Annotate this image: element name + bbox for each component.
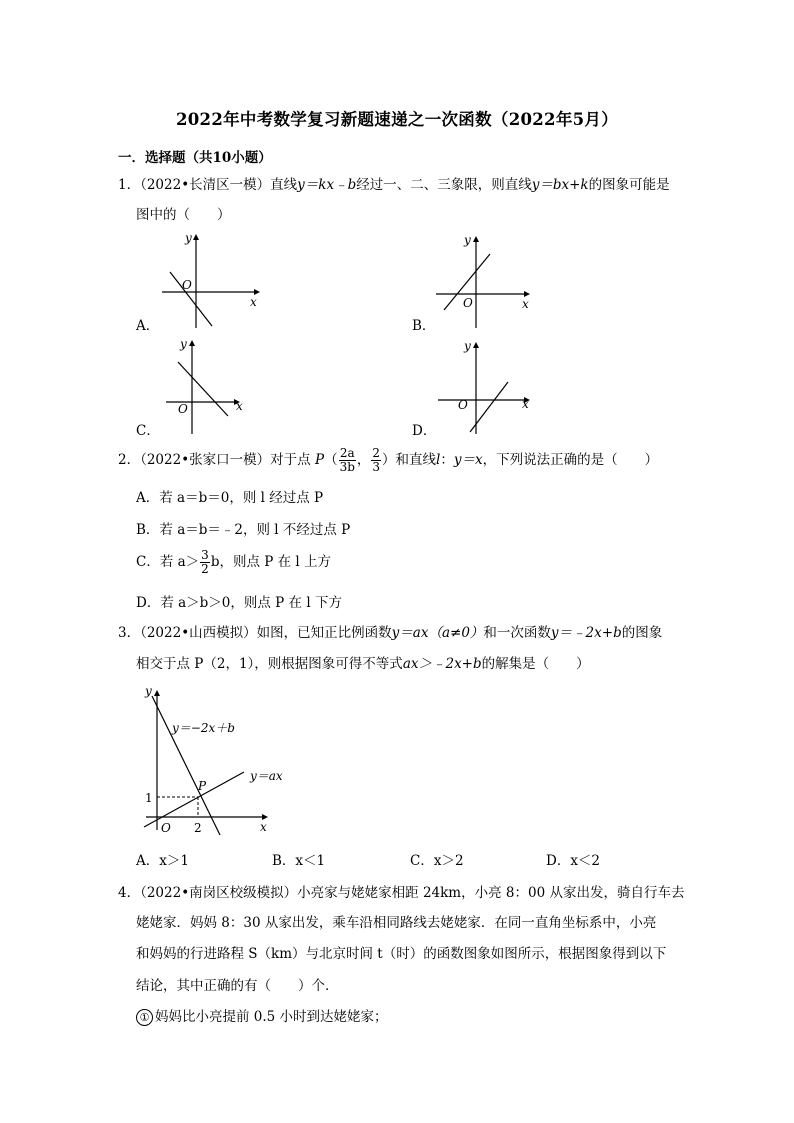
q1-eq1: y＝kx﹣b <box>297 177 357 193</box>
q1b-y-arrow <box>473 236 479 242</box>
q1-option-d[interactable]: D． <box>412 423 437 439</box>
q2-option-c-post: b，则点 P 在 l 上方 <box>210 554 332 570</box>
q2-frac1 <box>339 447 356 474</box>
q3-option-b[interactable]: B．x＜1 <box>272 853 326 869</box>
section-heading: 一．选择题（共10小题） <box>118 150 272 166</box>
q3-inequality: ax＞﹣2x+b <box>402 656 482 672</box>
q2-option-a[interactable]: A．若 a＝b＝0，则 l 经过点 P <box>136 490 324 506</box>
q2-option-c-den: 2 <box>201 562 209 576</box>
q2-text-b: 和直线 <box>395 452 437 468</box>
q1c-x-label: x <box>236 399 243 413</box>
q2-option-c[interactable] <box>136 549 331 576</box>
q3-label-shallow: y＝ax <box>250 769 283 783</box>
q3-text-c: 的图象 <box>621 625 663 641</box>
q2-option-b[interactable]: B．若 a＝b＝﹣2，则 l 不经过点 P <box>136 522 351 538</box>
q1c-y-label: y <box>180 337 187 351</box>
q2-option-c-pre: C．若 a＞ <box>136 554 200 570</box>
q2-frac2 <box>371 447 381 474</box>
page-title: 2022年中考数学复习新题速递之一次函数（2022年5月） <box>175 110 619 129</box>
q1d-y-label: y <box>464 339 471 353</box>
q1-stem-line2: 图中的（ ） <box>136 207 231 223</box>
q1a-origin: O <box>182 278 192 292</box>
q3-label-1: 1 <box>145 791 153 805</box>
q4-stem-line4: 结论，其中正确的有（ ）个． <box>136 978 339 994</box>
q2-frac2-den: 3 <box>372 460 381 474</box>
q1b-y-label: y <box>464 233 471 247</box>
q3-label-p: P <box>198 779 207 793</box>
q3-label-x: x <box>260 820 267 834</box>
q1a-y-arrow <box>193 234 199 240</box>
q1-option-b[interactable]: B． <box>412 318 436 334</box>
q1d-x-label: x <box>522 397 529 411</box>
q3-eq2: y＝﹣2x+b <box>550 625 622 641</box>
q3-y-arrow <box>154 690 160 696</box>
q2-line-eq: y＝x <box>453 452 483 468</box>
q1c-y-arrow <box>189 340 195 346</box>
q3-option-c[interactable]: C．x＞2 <box>410 853 464 869</box>
q2-option-c-num: 3 <box>201 548 209 562</box>
q3-option-d[interactable]: D．x＜2 <box>546 853 601 869</box>
q3-shallow-line <box>144 772 244 827</box>
q1d-origin: O <box>458 398 468 412</box>
q2-line-l: l <box>436 452 441 468</box>
q1a-x-label: x <box>250 295 257 309</box>
q2-option-c-frac <box>200 549 210 576</box>
q4-stem-line3: 和妈妈的行进路程 S（km）与北京时间 t（时）的函数图象如图所示，根据图象得到以下 <box>136 946 667 962</box>
q3-graph <box>140 680 300 840</box>
q3-label-2: 2 <box>194 821 202 835</box>
q1b-x-label: x <box>522 297 529 311</box>
q1-text-a: 1．（2022•长清区一模）直线 <box>118 177 298 193</box>
q2-option-d[interactable]: D．若 a＞b＞0，则点 P 在 l 下方 <box>136 595 342 611</box>
q1d-y-arrow <box>473 342 479 348</box>
q1-eq2: y＝bx+k <box>531 177 589 193</box>
q4-item-1-mark: ① <box>136 1009 153 1026</box>
q1c-origin: O <box>178 402 188 416</box>
q3-steep-line <box>152 696 220 835</box>
q1b-origin: O <box>463 296 473 310</box>
q3-text-a: 3．（2022•山西模拟）如图，已知正比例函数 <box>118 625 392 641</box>
q2-frac2-num: 2 <box>372 446 381 460</box>
q1-stem-line1 <box>118 176 670 194</box>
q1-option-a[interactable]: A． <box>136 318 160 334</box>
q1-graph-d <box>430 336 550 440</box>
q3-text-b: 和一次函数 <box>483 625 551 641</box>
q1-text-b: 经过一、二、三象限，则直线 <box>356 177 532 193</box>
q3-text-e: 的解集是（ ） <box>481 656 590 672</box>
q4-stem-line1: 4．（2022•南岗区校级模拟）小亮家与姥姥家相距 24km，小亮 8：00 从家出发，骑自行车去 <box>118 885 685 901</box>
q2-frac1-den: 3b <box>339 460 355 474</box>
q1-graph-a <box>150 226 270 336</box>
q3-eq1: y＝ax（a≠0） <box>391 625 484 641</box>
q3-stem-line1 <box>118 624 662 642</box>
q1a-y-label: y <box>185 231 192 245</box>
q3-label-o: O <box>161 821 171 835</box>
q3-option-a[interactable]: A．x＞1 <box>136 853 189 869</box>
q3-text-d: 相交于点 P（2，1），则根据图象可得不等式 <box>136 656 403 672</box>
q2-point-p: P <box>314 452 325 468</box>
q2-text-c: ，下列说法正确的是（ ） <box>482 452 659 468</box>
q3-label-steep: y＝−2x＋b <box>172 721 235 735</box>
q2-stem: 2．（2022•张家口一模）对于点 P（ $\frac{2a}{3b}$ ， $\frac{2}{3}$ ）和直线l：y＝x，下列说法正确的是（ ） <box>118 446 659 474</box>
q1-option-c[interactable]: C． <box>136 423 160 439</box>
q4-item-1-text: 妈妈比小亮提前 0.5 小时到达姥姥家； <box>155 1009 388 1025</box>
q1-text-c: 的图象可能是 <box>588 177 670 193</box>
q4-item-1 <box>136 1008 388 1026</box>
q1-graph-b <box>430 226 550 336</box>
q2-frac1-num: 2a <box>339 446 355 460</box>
q1-graph-c <box>160 336 270 440</box>
q3-label-y: y <box>145 684 152 698</box>
q4-stem-line2: 姥姥家．妈妈 8：30 从家出发，乘车沿相同路线去姥姥家．在同一直角坐标系中，小亮 <box>136 915 657 931</box>
q3-stem-line2 <box>136 655 590 673</box>
q2-text-a: 2．（2022•张家口一模）对于点 <box>118 452 311 468</box>
